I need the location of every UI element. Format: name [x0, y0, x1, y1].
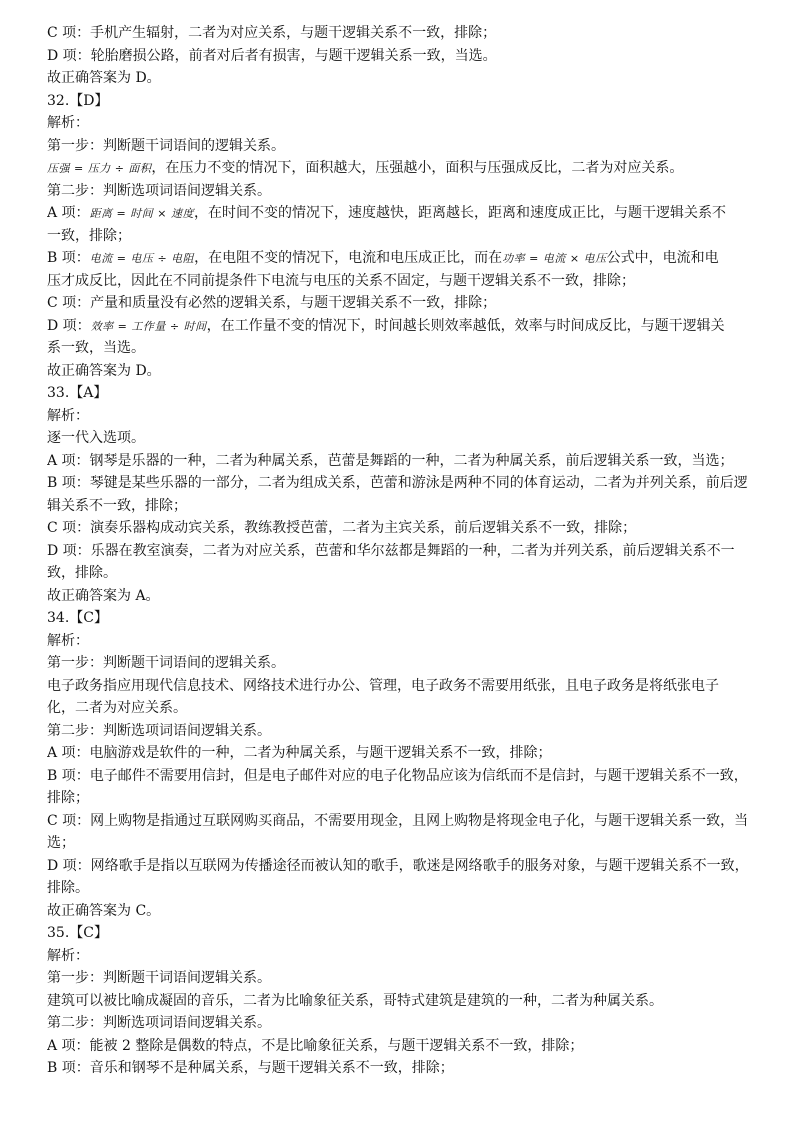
line-text: 第二步：判断选项词语间逻辑关系。 — [47, 722, 271, 739]
line-text: D 项： — [47, 317, 91, 334]
text-line — [47, 90, 757, 113]
text-line — [47, 157, 757, 180]
line-text: 故正确答案为 A。 — [47, 587, 160, 604]
line-text: 公式中，电流和电 — [606, 250, 719, 266]
text-line — [47, 675, 757, 698]
text-line — [47, 405, 757, 428]
line-text: 第二步：判断选项词语间逻辑关系。 — [47, 182, 271, 199]
text-line — [47, 472, 757, 495]
line-text: 解析： — [47, 407, 89, 424]
text-line — [47, 360, 757, 383]
text-line — [47, 1012, 757, 1035]
text-line — [47, 315, 757, 338]
text-line — [47, 495, 757, 518]
line-text: 32.【D】 — [47, 92, 109, 109]
line-text: C 项：手机产生辐射，二者为对应关系，与题干逻辑关系不一致，排除； — [47, 25, 497, 41]
line-text: 第二步：判断选项词语间逻辑关系。 — [47, 1015, 271, 1031]
line-text: 第一步：判断题干词语间逻辑关系。 — [47, 970, 271, 986]
text-line — [47, 652, 757, 675]
text-line — [47, 202, 757, 225]
line-text: 故正确答案为 C。 — [47, 902, 161, 919]
text-line — [47, 247, 757, 270]
line-text: 第一步：判断题干词语间的逻辑关系。 — [47, 137, 285, 154]
line-text: B 项： — [47, 250, 90, 266]
text-line — [47, 22, 757, 45]
text-line — [47, 945, 757, 968]
text-line — [47, 697, 757, 720]
line-text: ，在时间不变的情况下，速度越快，距离越长，距离和速度成正比，与题干逻辑关系不 — [193, 205, 726, 221]
line-text: 35.【C】 — [47, 925, 108, 941]
line-text: ，在压力不变的情况下，面积越大，压强越小，面积与压强成反比，二者为对应关系。 — [151, 160, 684, 176]
line-text: 34.【C】 — [47, 610, 108, 626]
line-text: 第一步：判断题干词语间的逻辑关系。 — [47, 655, 285, 671]
formula: 压强 = 压力 ÷ 面积 — [47, 162, 152, 175]
line-text: B 项：音乐和钢琴不是种属关系，与题干逻辑关系不一致，排除； — [47, 1060, 454, 1076]
line-text: ，在工作量不变的情况下，时间越长则效率越低，效率与时间成反比，与题干逻辑关 — [206, 317, 725, 334]
text-line — [47, 562, 757, 585]
line-text: 排除； — [47, 790, 89, 806]
formula: 电流 = 电压 ÷ 电阻 — [89, 252, 195, 265]
line-text: 辑关系不一致，排除； — [47, 497, 187, 514]
text-line — [47, 990, 757, 1013]
text-line — [47, 67, 757, 90]
formula: 功率 = 电流 × 电压 — [502, 252, 607, 265]
text-line — [47, 877, 757, 900]
line-text: 解析： — [47, 115, 89, 131]
line-text: 化，二者为对应关系。 — [47, 700, 187, 716]
line-text: C 项：演奏乐器构成动宾关系，教练教授芭蕾，二者为主宾关系，前后逻辑关系不一致，排除； — [47, 520, 637, 536]
line-text: D 项：乐器在教室演奏，二者为对应关系，芭蕾和华尔兹都是舞蹈的一种，二者为并列关系，前后逻辑关系不一 — [47, 542, 735, 559]
line-text: 电子政务指应用现代信息技术、网络技术进行办公、管理，电子政务不需要用纸张，且电子政务是将纸张电子 — [47, 677, 719, 694]
answer-explanation-page — [47, 22, 757, 1080]
line-text: 系一致，当选。 — [47, 340, 145, 356]
line-text: 压才成反比，因此在不同前提条件下电流与电压的关系不固定，与题干逻辑关系不一致，排除； — [47, 272, 635, 289]
text-line — [47, 292, 757, 315]
text-line — [47, 765, 757, 788]
line-text: D 项：网络歌手是指以互联网为传播途径而被认知的歌手，歌迷是网络歌手的服务对象，与题干逻辑关系不一致， — [47, 857, 749, 874]
text-line — [47, 967, 757, 990]
formula: 距离 = 时间 × 速度 — [89, 207, 194, 220]
line-text: 建筑可以被比喻成凝固的音乐，二者为比喻象征关系，哥特式建筑是建筑的一种，二者为种属关系。 — [47, 992, 663, 1009]
line-text: A 项：钢琴是乐器的一种，二者为种属关系，芭蕾是舞蹈的一种，二者为种属关系，前后逻辑关系一致，当选； — [47, 452, 734, 469]
line-text: ，在电阻不变的情况下，电流和电压成正比，而在 — [194, 250, 503, 266]
text-line — [47, 540, 757, 563]
text-line — [47, 45, 757, 68]
text-line — [47, 225, 757, 248]
text-line — [47, 517, 757, 540]
line-text: 解析： — [47, 632, 89, 649]
text-line — [47, 810, 757, 833]
line-text: C 项：产量和质量没有必然的逻辑关系，与题干逻辑关系不一致，排除； — [47, 295, 497, 311]
text-line — [47, 135, 757, 158]
line-text: B 项：电子邮件不需要用信封，但是电子邮件对应的电子化物品应该为信纸而不是信封，与题干逻辑关系不一致， — [47, 767, 748, 784]
line-text: A 项：能被 2 整除是偶数的特点，不是比喻象征关系，与题干逻辑关系不一致，排除； — [47, 1037, 584, 1054]
text-line — [47, 337, 757, 360]
text-line — [47, 787, 757, 810]
line-text: 排除。 — [47, 880, 89, 896]
line-text: 解析： — [47, 947, 89, 964]
text-line — [47, 742, 757, 765]
text-line — [47, 832, 757, 855]
line-text: A 项：电脑游戏是软件的一种，二者为种属关系，与题干逻辑关系不一致，排除； — [47, 745, 552, 761]
line-text: 故正确答案为 D。 — [47, 70, 161, 86]
line-text: 故正确答案为 D。 — [47, 362, 161, 379]
line-text: A 项： — [47, 205, 90, 221]
text-line — [47, 855, 757, 878]
line-text: 33.【A】 — [47, 385, 108, 401]
text-line — [47, 1035, 757, 1058]
text-line — [47, 630, 757, 653]
text-line — [47, 427, 757, 450]
formula: 效率 = 工作量 ÷ 时间 — [90, 319, 207, 333]
text-line — [47, 270, 757, 293]
text-line — [47, 180, 757, 203]
text-line — [47, 720, 757, 743]
text-line — [47, 382, 757, 405]
line-text: 逐一代入选项。 — [47, 430, 145, 446]
text-line — [47, 1057, 757, 1080]
text-line — [47, 900, 757, 923]
text-line — [47, 450, 757, 473]
line-text: D 项：轮胎磨损公路，前者对后者有损害，与题干逻辑关系一致，当选。 — [47, 47, 497, 64]
line-text: 一致，排除； — [47, 227, 131, 244]
text-line — [47, 922, 757, 945]
line-text: C 项：网上购物是指通过互联网购买商品，不需要用现金，且网上购物是将现金电子化，与题干逻辑关系一致，当 — [47, 812, 749, 829]
line-text: 致，排除。 — [47, 565, 117, 581]
line-text: 选； — [47, 835, 75, 851]
line-text: B 项：琴键是某些乐器的一部分，二者为组成关系，芭蕾和游泳是两种不同的体育运动，二者为并列关系，前后逻 — [47, 475, 748, 491]
text-line — [47, 585, 757, 608]
text-line — [47, 112, 757, 135]
text-line — [47, 607, 757, 630]
